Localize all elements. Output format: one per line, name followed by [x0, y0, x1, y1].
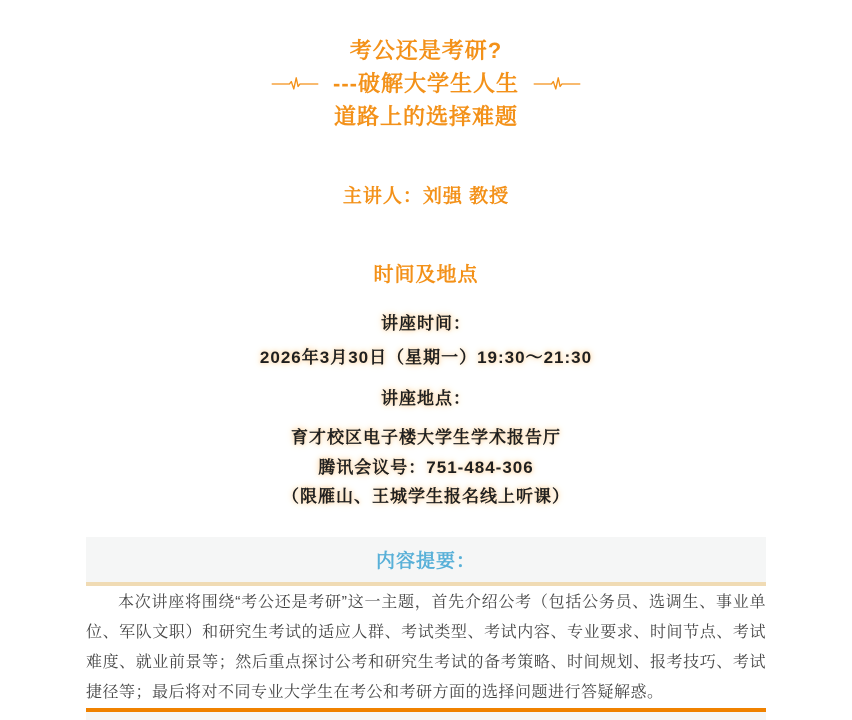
ecg-pulse-icon-right: [533, 72, 581, 96]
poster-title-line2: ---破解大学生人生: [333, 71, 519, 96]
poster-title-line2-row: [86, 67, 766, 100]
speaker-line: 主讲人：刘强 教授: [342, 186, 510, 207]
poster-title-line3: 道路上的选择难题: [333, 104, 518, 129]
lecture-time-label: 讲座时间：: [381, 314, 471, 333]
schedule-section-title: 时间及地点: [373, 264, 479, 286]
summary-header-bar: [86, 537, 766, 586]
schedule-section: [86, 265, 766, 506]
content-column: [86, 0, 766, 720]
lecture-place-value: 育才校区电子楼大学生学术报告厅: [291, 428, 561, 447]
poster-title-line1: 考公还是考研?: [349, 38, 503, 63]
title-block: [86, 0, 766, 133]
next-section-peek-strip: [86, 712, 766, 720]
summary-section: [86, 537, 766, 720]
ecg-pulse-icon-left: [271, 72, 319, 96]
summary-section-title: 内容提要：: [375, 551, 476, 572]
online-restriction-note: （限雁山、王城学生报名线上听课）: [282, 487, 570, 506]
tencent-meeting-id-line: 腾讯会议号：751-484-306: [318, 458, 534, 477]
lecture-place-label: 讲座地点：: [381, 389, 471, 408]
lecture-time-value: 2026年3月30日（星期一）19:30～21:30: [259, 348, 593, 367]
summary-paragraph: 本次讲座将围绕“考公还是考研”这一主题，首先介绍公考（包括公务员、选调生、事业单位、军队文职）和研究生考试的适应人群、考试类型、考试内容、专业要求、时间节点、考试难度、就业前景等；然后重点探讨公考和研究生考试的备考策略、时间规划、报考技巧、考试捷径等；最后将对不同专业大学生在考公和考研方面的选择问题进行答疑解惑。: [86, 594, 766, 701]
